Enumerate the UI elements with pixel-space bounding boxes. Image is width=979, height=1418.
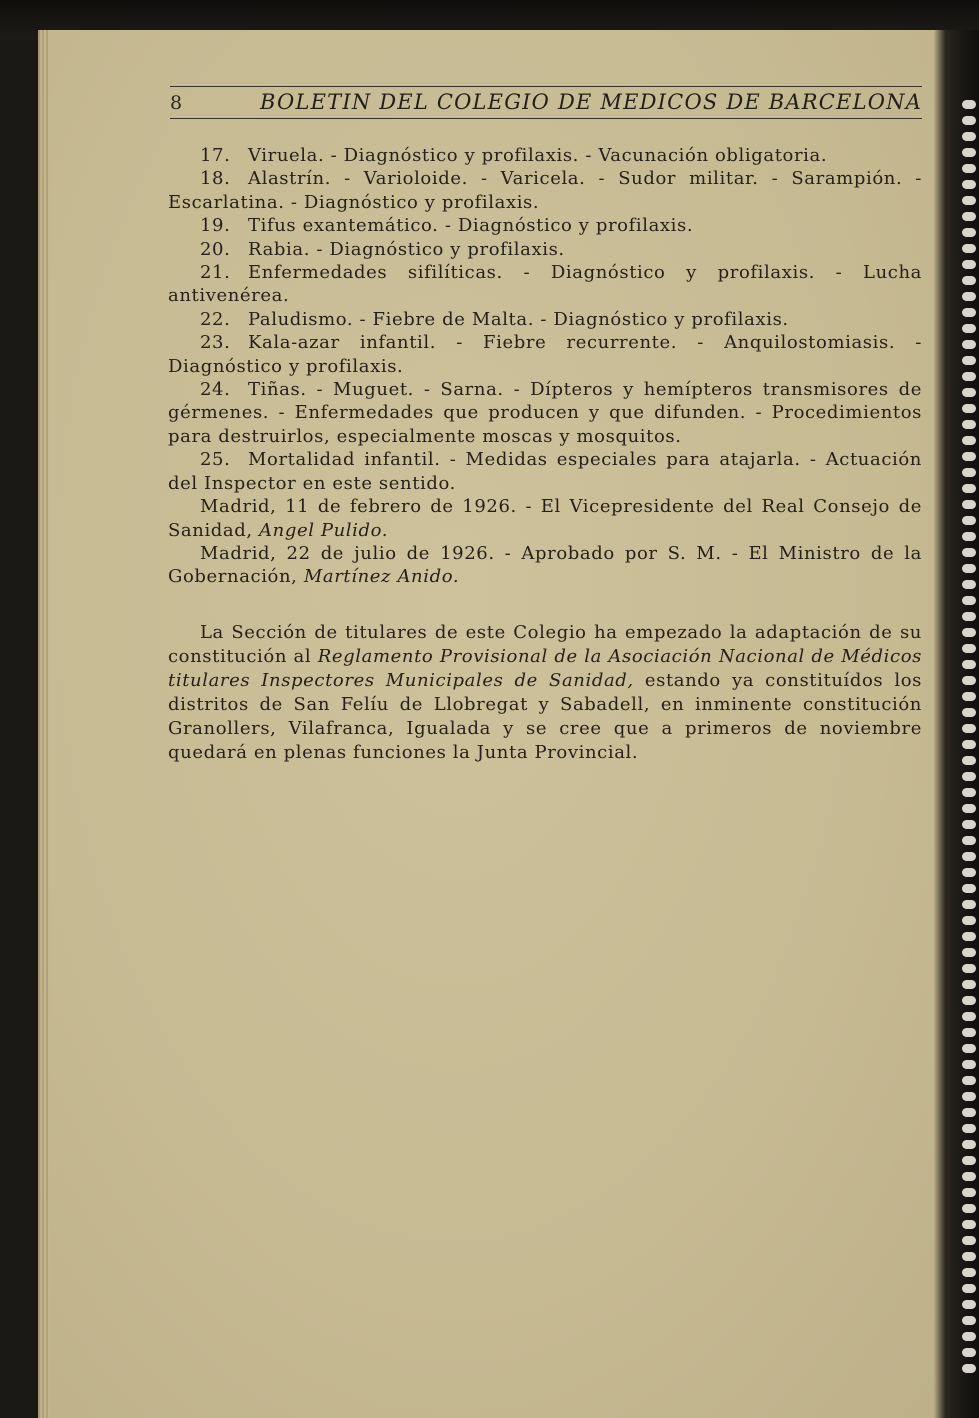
binding-hole	[962, 308, 976, 317]
binding-hole	[962, 1156, 976, 1165]
binding-hole	[962, 932, 976, 941]
binding-hole	[962, 756, 976, 765]
item-text: Rabia. - Diagnóstico y profilaxis.	[248, 238, 565, 260]
binding-hole	[962, 660, 976, 669]
list-item	[168, 238, 922, 261]
binding-hole	[962, 1300, 976, 1309]
binding-hole	[962, 1108, 976, 1117]
binding-hole	[962, 260, 976, 269]
binding-hole	[962, 1012, 976, 1021]
binding-hole	[962, 228, 976, 237]
binding-hole	[962, 612, 976, 621]
binding-hole	[962, 868, 976, 877]
item-text: Tiñas. - Muguet. - Sarna. - Dípteros y hemípteros transmisores de gérmenes. - Enfermedades que producen y que difunden. - Procedimientos para destruirlos, especialmente moscas y mosquitos.	[168, 379, 922, 447]
binding-hole	[962, 468, 976, 477]
list-item	[168, 214, 922, 237]
binding-hole	[962, 1044, 976, 1053]
header-rule-top	[170, 86, 922, 87]
binding-hole	[962, 1076, 976, 1085]
binding-hole	[962, 980, 976, 989]
list-item	[168, 144, 922, 167]
binding-hole	[962, 436, 976, 445]
regulation-title: Reglamento Provisional de la Asociación Nacional de Médicos titulares Inspectores Municipales de Sanidad,	[168, 646, 922, 691]
list-item	[168, 378, 922, 448]
binding-hole	[962, 1284, 976, 1293]
binding-holes	[962, 100, 979, 1418]
binding-hole	[962, 404, 976, 413]
binding-hole	[962, 1268, 976, 1277]
binding-hole	[962, 804, 976, 813]
announcement-text-after: estando ya constituídos los distritos de San Felíu de Llobregat y Sabadell, en inminente constitución Granollers, Vilafranca, Igualada y se cree que a primeros de noviembre quedará en plenas funciones la Junta Provincial.	[168, 670, 923, 763]
signature-text: Madrid, 11 de febrero de 1926. - El Vicepresidente del Real Consejo de Sanidad,	[168, 496, 922, 541]
list-item	[168, 448, 922, 495]
binding-hole	[962, 324, 976, 333]
binding-hole	[962, 340, 976, 349]
binding-hole	[962, 1316, 976, 1325]
binding-hole	[962, 948, 976, 957]
binding-hole	[962, 132, 976, 141]
item-number: 18.	[200, 168, 231, 190]
binding-hole	[962, 1172, 976, 1181]
binding-hole	[962, 292, 976, 301]
binding-hole	[962, 452, 976, 461]
item-number: 21.	[200, 262, 231, 284]
header-rule-bottom	[170, 118, 922, 119]
binding-hole	[962, 692, 976, 701]
binding-hole	[962, 788, 976, 797]
binding-hole	[962, 676, 976, 685]
binding-hole	[962, 916, 976, 925]
binding-hole	[962, 196, 976, 205]
signatory-name: Martínez Anido.	[303, 566, 460, 588]
signature-text: Madrid, 22 de julio de 1926. - Aprobado por S. M. - El Ministro de la Gobernación,	[168, 542, 922, 588]
signature-line	[168, 495, 922, 542]
item-text: Viruela. - Diagnóstico y profilaxis. - Vacunación obligatoria.	[248, 145, 828, 166]
binding-hole	[962, 1236, 976, 1245]
signatory-name: Angel Pulido.	[259, 519, 389, 541]
topic-list	[168, 144, 922, 589]
binding-hole	[962, 724, 976, 733]
signature-line	[168, 542, 922, 589]
binding-hole	[962, 964, 976, 973]
binding-hole	[962, 532, 976, 541]
item-text: Mortalidad infantil. - Medidas especiales para atajarla. - Actuación del Inspector en este sentido.	[168, 449, 922, 494]
binding-hole	[962, 596, 976, 605]
binding-hole	[962, 884, 976, 893]
binding-hole	[962, 1028, 976, 1037]
item-number: 23.	[200, 332, 231, 354]
binding-hole	[962, 708, 976, 717]
item-text: Kala-azar infantil. - Fiebre recurrente. - Anquilostomiasis. - Diagnóstico y profilaxis.	[168, 332, 922, 377]
binding-hole	[962, 1348, 976, 1357]
binding-hole	[962, 820, 976, 829]
binding-hole	[962, 628, 976, 637]
binding-hole	[962, 100, 976, 109]
announcement-paragraph	[168, 621, 922, 765]
list-item	[168, 167, 922, 214]
binding-hole	[962, 1188, 976, 1197]
binding-hole	[962, 1332, 976, 1341]
binding-hole	[962, 180, 976, 189]
binding-hole	[962, 212, 976, 221]
binding-hole	[962, 148, 976, 157]
page-stack-edge	[38, 30, 50, 1418]
binding-hole	[962, 836, 976, 845]
binding-hole	[962, 580, 976, 589]
binding-hole	[962, 1124, 976, 1133]
item-number: 17.	[200, 145, 231, 166]
item-number: 25.	[200, 449, 231, 471]
binding-hole	[962, 1220, 976, 1229]
item-text: Paludismo. - Fiebre de Malta. - Diagnóstico y profilaxis.	[248, 308, 789, 330]
binding-hole	[962, 564, 976, 573]
item-number: 24.	[200, 379, 231, 401]
binding-hole	[962, 372, 976, 381]
binding-hole	[962, 484, 976, 493]
binding-hole	[962, 388, 976, 397]
binding-hole	[962, 1204, 976, 1213]
binding-hole	[962, 276, 976, 285]
item-text: Tifus exantemático. - Diagnóstico y profilaxis.	[248, 215, 694, 237]
binding-hole	[962, 356, 976, 365]
binding-hole	[962, 900, 976, 909]
binding-hole	[962, 852, 976, 861]
announcement-text-before: La Sección de titulares de este Colegio ha empezado la adaptación de su constitución al	[168, 622, 922, 667]
binding-hole	[962, 116, 976, 125]
binding-hole	[962, 996, 976, 1005]
binding-hole	[962, 548, 976, 557]
section-announcement	[168, 621, 922, 765]
binding-hole	[962, 500, 976, 509]
binding-hole	[962, 164, 976, 173]
list-item	[168, 331, 922, 378]
item-text: Enfermedades sifilíticas. - Diagnóstico y profilaxis. - Lucha antivenérea.	[168, 262, 922, 307]
binding-hole	[962, 772, 976, 781]
binding-hole	[962, 1252, 976, 1261]
list-item	[168, 261, 922, 308]
item-number: 19.	[200, 215, 231, 237]
binding-hole	[962, 516, 976, 525]
binding-hole	[962, 740, 976, 749]
binding-hole	[962, 1364, 976, 1373]
page-number: 8	[170, 92, 183, 114]
item-text: Alastrín. - Varioloide. - Varicela. - Sudor militar. - Sarampión. - Escarlatina. - Diagnóstico y profilaxis.	[168, 168, 922, 213]
binding-hole	[962, 1060, 976, 1069]
page-header	[170, 82, 922, 122]
item-number: 22.	[200, 308, 231, 330]
binding-hole	[962, 644, 976, 653]
binding-hole	[962, 1092, 976, 1101]
item-number: 20.	[200, 238, 231, 260]
binding-hole	[962, 1140, 976, 1149]
binding-hole	[962, 244, 976, 253]
list-item	[168, 308, 922, 331]
running-title: BOLETIN DEL COLEGIO DE MEDICOS DE BARCELONA	[260, 90, 923, 114]
binding-hole	[962, 420, 976, 429]
